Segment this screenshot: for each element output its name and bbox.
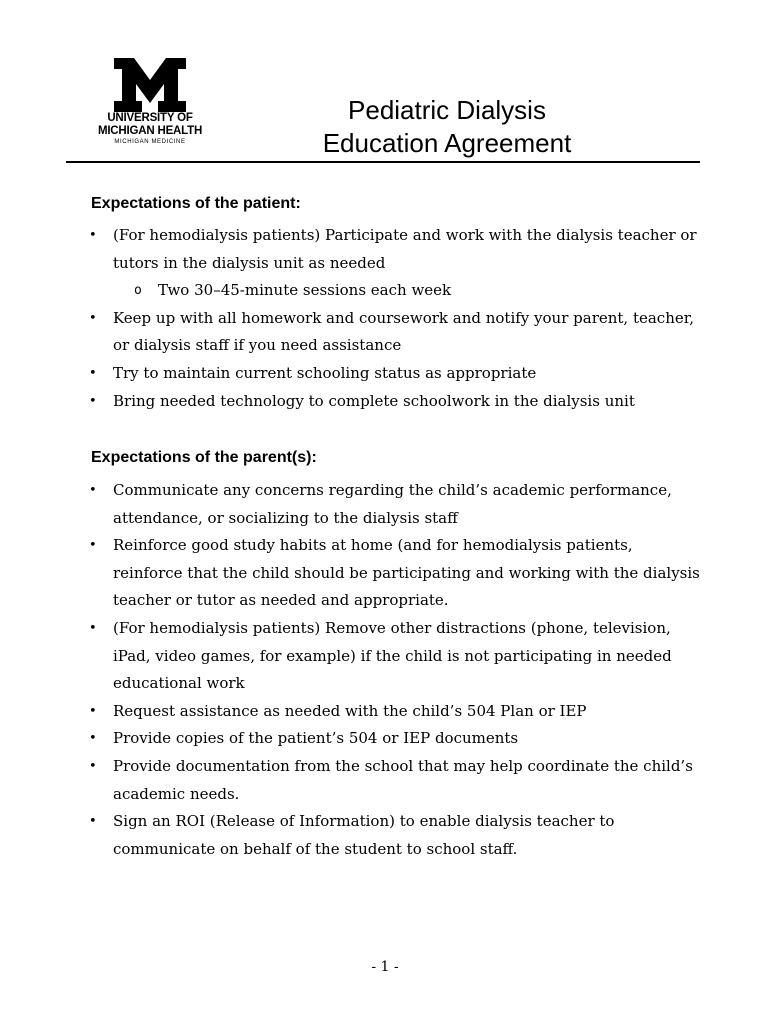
list-item: • Keep up with all homework and coursework and notify your parent, teacher, or dialysis staff if you need assistance [0, 305, 770, 360]
list-item: • (For hemodialysis patients) Remove other distractions (phone, television, iPad, video games, for example) if the child is not participating in needed educational work [0, 615, 770, 698]
bullet-icon: • [89, 310, 97, 326]
bullet-icon: • [89, 731, 97, 747]
list-item: • Provide documentation from the school that may help coordinate the child’s academic needs. [0, 753, 770, 808]
university-logo [94, 58, 206, 146]
patient-section-heading: Expectations of the patient: [91, 195, 301, 212]
list-item: • Sign an ROI (Release of Information) to enable dialysis teacher to communicate on behalf of the student to school staff. [0, 808, 770, 863]
bullet-icon: • [89, 365, 97, 381]
bullet-icon: • [89, 703, 97, 719]
hollow-bullet-icon: o [134, 283, 142, 299]
bullet-icon: • [89, 483, 97, 498]
title-line-2: Education Agreement [322, 128, 572, 158]
header-divider [66, 161, 700, 163]
patient-expectations-list [0, 222, 770, 415]
bullet-icon: • [89, 620, 97, 636]
list-item: • Try to maintain current schooling status as appropriate [0, 360, 770, 388]
list-item: • Reinforce good study habits at home (and for hemodialysis patients, reinforce that the child should be participating and working with the dialysis teacher or tutor as needed and appropriate. [0, 532, 770, 615]
logo-line-2: MICHIGAN HEALTH [97, 125, 203, 137]
list-item: • Communicate any concerns regarding the child’s academic performance, attendance, or socializing to the dialysis staff [0, 477, 770, 532]
title-line-1: Pediatric Dialysis [348, 95, 546, 125]
list-item: • Request assistance as needed with the child’s 504 Plan or IEP [0, 698, 770, 726]
list-item: • (For hemodialysis patients) Participate and work with the dialysis teacher or tutors in the dialysis unit as needed [0, 222, 770, 277]
bullet-icon: • [89, 538, 97, 554]
logo-line-3: MICHIGAN MEDICINE [114, 139, 186, 145]
list-item: • Provide copies of the patient’s 504 or IEP documents [0, 725, 770, 753]
block-m-logo-icon [114, 58, 186, 112]
parent-expectations-list [0, 477, 770, 863]
parent-section-heading: Expectations of the parent(s): [91, 449, 317, 466]
list-item: • Bring needed technology to complete schoolwork in the dialysis unit [0, 388, 770, 416]
bullet-icon: • [89, 814, 97, 830]
sub-list-item: o Two 30–45-minute sessions each week [0, 277, 770, 305]
bullet-icon: • [89, 393, 97, 409]
bullet-icon: • [89, 758, 97, 774]
bullet-icon: • [89, 228, 97, 243]
logo-line-1: UNIVERSITY OF [107, 112, 193, 124]
page-number: - 1 - [371, 959, 399, 975]
page-title [268, 94, 626, 160]
